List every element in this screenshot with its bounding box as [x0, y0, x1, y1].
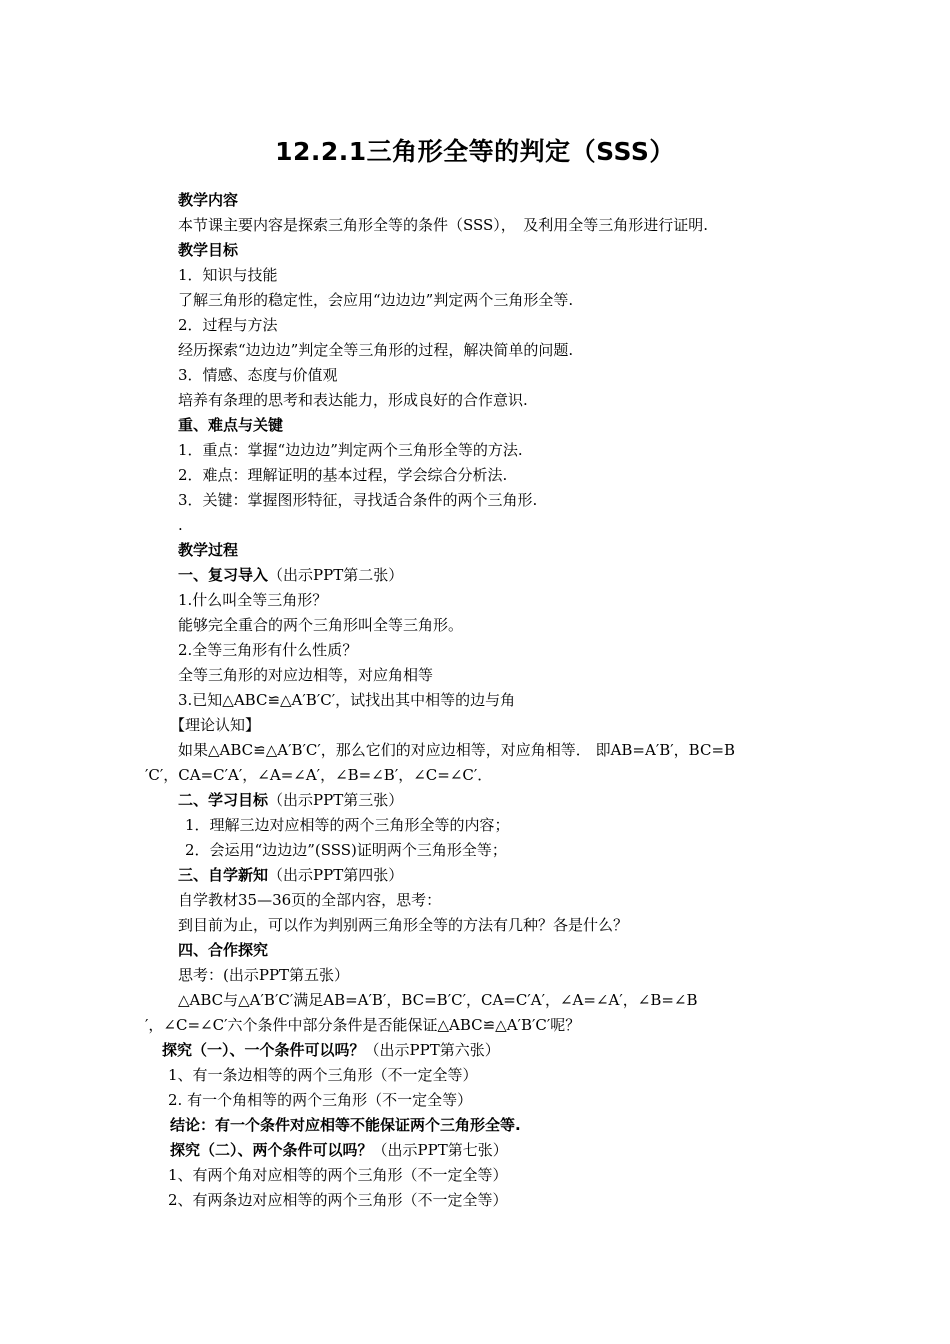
review-question-2: 2.全等三角形有什么性质？ [178, 641, 358, 659]
section-1-title: 一、复习导入 [178, 566, 269, 584]
self-study-line-1: 自学教材35—36页的全部内容，思考： [178, 891, 442, 909]
section-3-title: 三、自学新知 [178, 866, 269, 884]
section-2-heading [178, 790, 403, 810]
theory-text-line-2: ′C′，CA=C′A′，∠A=∠A′，∠B=∠B′，∠C=∠C′． [145, 766, 493, 784]
explore-1-item-1: 1、有一条边相等的两个三角形（不一定全等） [168, 1066, 478, 1084]
heading-teaching-content: 教学内容 [178, 191, 239, 209]
stray-dot: . [178, 516, 183, 534]
section-2-note: （出示PPT第三张） [268, 791, 404, 809]
conclusion-1: 结论：有一个条件对应相等不能保证两个三角形全等. [170, 1116, 521, 1134]
goal-2-title: 2．过程与方法 [178, 316, 278, 334]
review-answer-1: 能够完全重合的两个三角形叫全等三角形。 [178, 616, 464, 634]
heading-teaching-process: 教学过程 [178, 541, 239, 559]
heading-key-points: 重、难点与关键 [178, 416, 284, 434]
goal-3-text: 培养有条理的思考和表达能力，形成良好的合作意识. [178, 391, 528, 409]
goal-1-text: 了解三角形的稳定性，会应用“边边边”判定两个三角形全等. [178, 291, 574, 309]
explore-1-title: 探究（一）、一个条件可以吗？ [162, 1041, 365, 1059]
review-answer-2: 全等三角形的对应边相等，对应角相等 [178, 666, 434, 684]
explore-2-item-2: 2、有两条边对应相等的两个三角形（不一定全等） [168, 1191, 508, 1209]
think-text-line-1: △ABC与△A′B′C′满足AB=A′B′，BC=B′C′，CA=C′A′，∠A=∠A′，∠B=∠B [178, 991, 698, 1009]
section-3-heading [178, 865, 403, 885]
section-1-heading [178, 565, 403, 585]
think-prompt: 思考：(出示PPT第五张） [178, 966, 350, 984]
review-question-3: 3.已知△ABC≌△A′B′C′，试找出其中相等的边与角 [178, 691, 516, 709]
theory-heading: 【理论认知】 [170, 716, 261, 734]
explore-1-note: （出示PPT第六张） [364, 1041, 500, 1059]
goal-3-title: 3．情感、态度与价值观 [178, 366, 338, 384]
explore-2-heading [170, 1140, 508, 1160]
review-question-1: 1.什么叫全等三角形？ [178, 591, 328, 609]
objective-item-1: 1．理解三边对应相等的两个三角形全等的内容； [185, 816, 510, 834]
objective-item-2: 2．会运用“边边边”(SSS)证明两个三角形全等； [185, 841, 507, 859]
section-3-note: （出示PPT第四张） [268, 866, 404, 884]
page-title: 12.2.1三角形全等的判定（SSS） [275, 137, 675, 166]
section-2-title: 二、学习目标 [178, 791, 269, 809]
think-text-line-2: ′，∠C=∠C′六个条件中部分条件是否能保证△ABC≌△A′B′C′呢？ [145, 1016, 581, 1034]
goal-1-title: 1．知识与技能 [178, 266, 278, 284]
explore-2-note: （出示PPT第七张） [372, 1141, 508, 1159]
key-point-1: 1．重点：掌握“边边边”判定两个三角形全等的方法. [178, 441, 523, 459]
explore-2-item-1: 1、有两个角对应相等的两个三角形（不一定全等） [168, 1166, 508, 1184]
paragraph-teaching-content: 本节课主要内容是探索三角形全等的条件（SSS）， 及利用全等三角形进行证明. [178, 216, 709, 234]
key-point-2: 2．难点：理解证明的基本过程，学会综合分析法. [178, 466, 508, 484]
self-study-line-2: 到目前为止，可以作为判别两三角形全等的方法有几种？各是什么？ [178, 916, 629, 934]
key-point-3: 3．关键：掌握图形特征，寻找适合条件的两个三角形. [178, 491, 538, 509]
explore-1-item-2: 2. 有一个角相等的两个三角形（不一定全等） [168, 1091, 473, 1109]
section-1-note: （出示PPT第二张） [268, 566, 404, 584]
explore-2-title: 探究（二）、两个条件可以吗？ [170, 1141, 373, 1159]
explore-1-heading [162, 1040, 500, 1060]
goal-2-text: 经历探索“边边边”判定全等三角形的过程，解决简单的问题. [178, 341, 574, 359]
heading-teaching-goals: 教学目标 [178, 241, 239, 259]
section-4-heading: 四、合作探究 [178, 941, 269, 959]
theory-text-line-1: 如果△ABC≌△A′B′C′，那么它们的对应边相等，对应角相等． 即AB=A′B′，BC=B [178, 741, 736, 759]
